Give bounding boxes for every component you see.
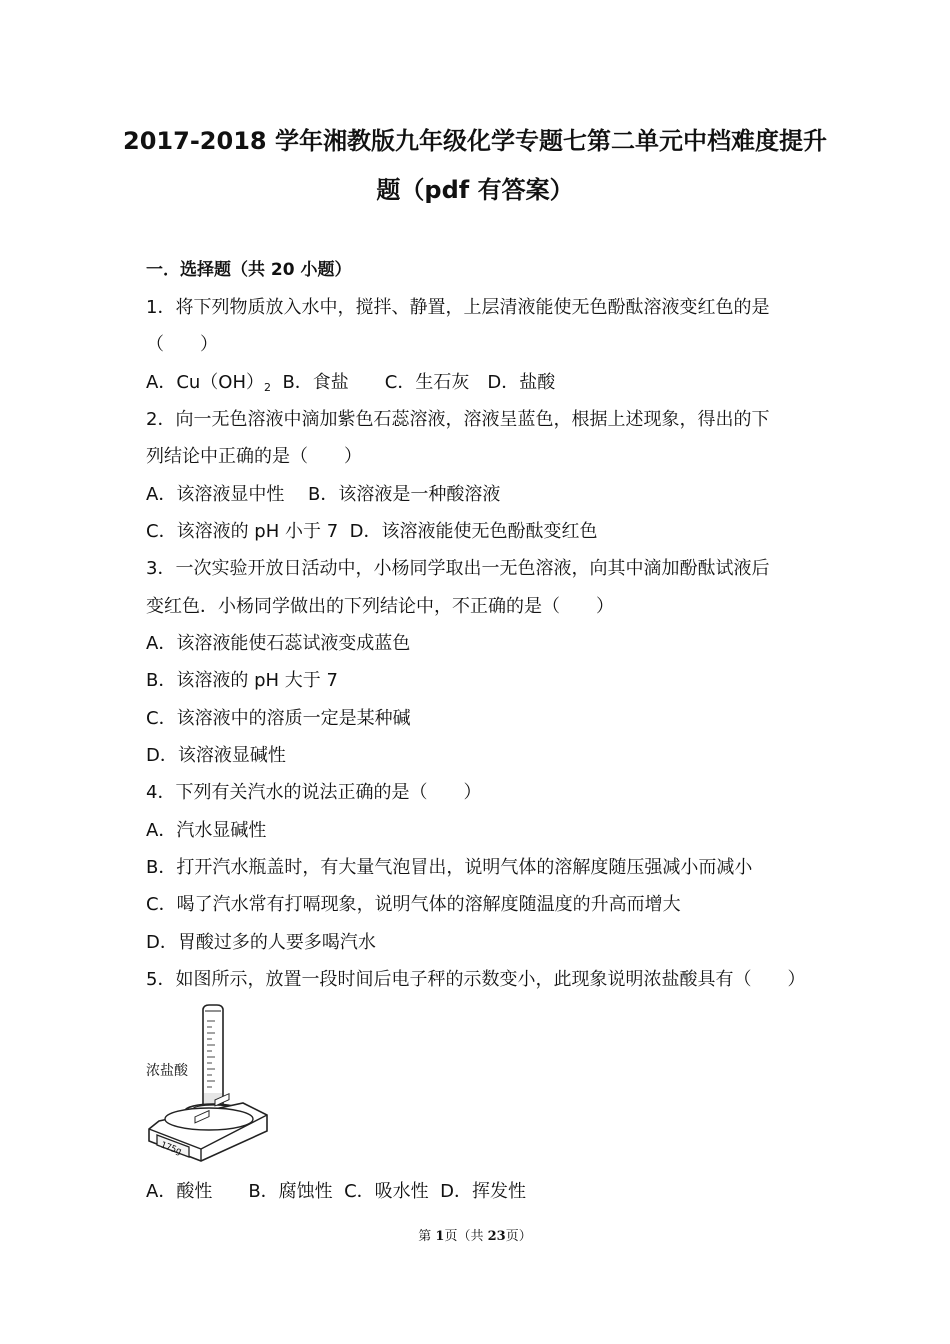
- q2-options-row2: C．该溶液的 pH 小于 7 D．该溶液能使无色酚酞变红色: [146, 521, 598, 542]
- page-footer: [0, 1229, 950, 1245]
- footer-total-pages: 23: [487, 1229, 506, 1244]
- q4-option-d: D．胃酸过多的人要多喝汽水: [146, 932, 376, 953]
- q5-options: A．酸性 B．腐蚀性 C．吸水性 D．挥发性: [146, 1181, 526, 1202]
- q1-subscript: 2: [264, 381, 271, 394]
- q2-stem-line2: 列结论中正确的是（ ）: [146, 446, 362, 467]
- figure-label-hydrochloric-acid: 浓盐酸: [146, 1063, 188, 1079]
- scale-reading: 175g: [158, 1140, 183, 1158]
- footer-middle: 页（共: [444, 1229, 488, 1244]
- q4-option-c: C．喝了汽水常有打嗝现象，说明气体的溶解度随温度的升高而增大: [146, 894, 681, 915]
- document-title-line2: 题（pdf 有答案）: [376, 176, 574, 204]
- q4-option-b: B．打开汽水瓶盖时，有大量气泡冒出，说明气体的溶解度随压强减小而减小: [146, 857, 753, 878]
- q3-option-a: A．该溶液能使石蕊试液变成蓝色: [146, 633, 411, 654]
- footer-page-number: 1: [435, 1229, 445, 1244]
- q4-stem: 4．下列有关汽水的说法正确的是（ ）: [146, 782, 482, 803]
- q5-stem: 5．如图所示，放置一段时间后电子秤的示数变小，此现象说明浓盐酸具有（ ）: [146, 969, 806, 990]
- q3-option-d: D．该溶液显碱性: [146, 745, 286, 766]
- q5-figure-scale-cylinder: [143, 1003, 273, 1165]
- q3-stem-line2: 变红色．小杨同学做出的下列结论中，不正确的是（ ）: [146, 596, 614, 617]
- q1-stem-line1: 1．将下列物质放入水中，搅拌、静置，上层清液能使无色酚酞溶液变红色的是: [146, 297, 770, 318]
- q1-option-a: A．Cu（OH）: [146, 372, 264, 393]
- footer-prefix: 第: [418, 1229, 436, 1244]
- q1-options-rest: B．食盐 C．生石灰 D．盐酸: [271, 372, 556, 393]
- q4-option-a: A．汽水显碱性: [146, 820, 267, 841]
- q1-options: [146, 372, 555, 399]
- section-heading: 一．选择题（共 20 小题）: [146, 260, 352, 280]
- q3-option-b: B．该溶液的 pH 大于 7: [146, 670, 338, 691]
- q2-stem-line1: 2．向一无色溶液中滴加紫色石蕊溶液，溶液呈蓝色，根据上述现象，得出的下: [146, 409, 770, 430]
- footer-suffix: 页）: [505, 1229, 532, 1244]
- q1-stem-line2: （ ）: [146, 334, 218, 355]
- scale-cylinder-illustration: [143, 1003, 273, 1165]
- q2-options-row1: A．该溶液显中性 B．该溶液是一种酸溶液: [146, 484, 501, 505]
- document-title-line1: 2017-2018 学年湘教版九年级化学专题七第二单元中档难度提升: [123, 127, 827, 155]
- q3-option-c: C．该溶液中的溶质一定是某种碱: [146, 708, 411, 729]
- q3-stem-line1: 3．一次实验开放日活动中，小杨同学取出一无色溶液，向其中滴加酚酞试液后: [146, 558, 770, 579]
